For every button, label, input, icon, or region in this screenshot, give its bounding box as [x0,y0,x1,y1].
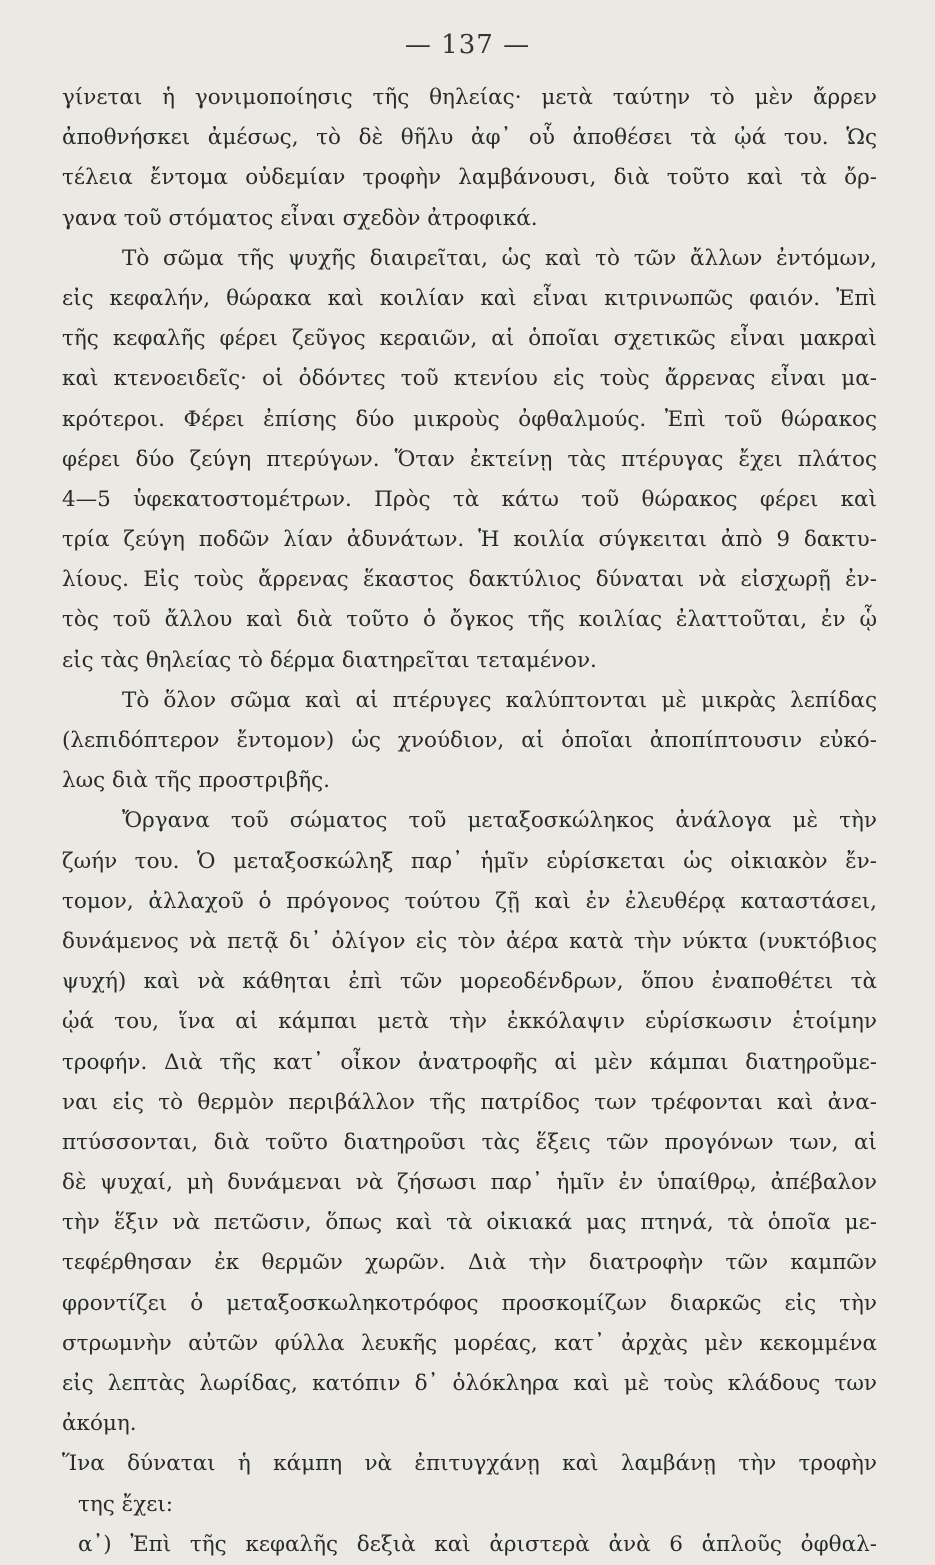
text-line: κρότεροι. Φέρει ἐπίσης δύο μικροὺς ὀφθαλμούς. Ἐπὶ τοῦ θώρακος [62,406,877,432]
text-line: ψυχή) καὶ νὰ κάθηται ἐπὶ τῶν μορεοδένδρων, ὅπου ἐναποθέτει τὰ [62,969,877,995]
text-line: ᾠά του, ἵνα αἱ κάμπαι μετὰ τὴν ἐκκόλαψιν εὑρίσκωσιν ἑτοίμην [62,1009,877,1035]
text-line: ἀκόμη. [62,1411,137,1437]
text-line: ναι εἰς τὸ θερμὸν περιβάλλον τῆς πατρίδος των τρέφονται καὶ ἀνα- [62,1089,877,1115]
text-line: δὲ ψυχαί, μὴ δυνάμεναι νὰ ζήσωσι παρ᾽ ἡμῖν ἐν ὑπαίθρῳ, ἀπέβαλον [62,1170,877,1196]
text-line: φέρει δύο ζεύγη πτερύγων. Ὅταν ἐκτείνῃ τὰς πτέρυγας ἔχει πλάτος [62,446,877,472]
text-line: γίνεται ἡ γονιμοποίησις τῆς θηλείας· μετὰ ταύτην τὸ μὲν ἄρρεν [62,85,877,110]
body-text [62,78,877,1565]
text-line: καὶ κτενοειδεῖς· οἱ ὀδόντες τοῦ κτενίου εἰς τοὺς ἄρρενας εἶναι μα- [62,366,877,392]
text-line: εἰς λεπτὰς λωρίδας, κατόπιν δ᾽ ὁλόκληρα καὶ μὲ τοὺς κλάδους των [62,1371,877,1396]
text-line: τεφέρθησαν ἐκ θερμῶν χωρῶν. Διὰ τὴν διατροφὴν τῶν καμπῶν [62,1250,877,1276]
text-line: της ἔχει: [78,1491,174,1517]
page-number: — 137 — [404,30,531,60]
text-line: Ἵνα δύναται ἡ κάμπη νὰ ἐπιτυγχάνῃ καὶ λαμβάνῃ τὴν τροφὴν [62,1451,877,1477]
text-line: εἰς κεφαλήν, θώρακα καὶ κοιλίαν καὶ εἶναι κιτρινωπῶς φαιόν. Ἐπὶ [62,285,877,311]
text-line: τομον, ἀλλαχοῦ ὁ πρόγονος τούτου ζῇ καὶ ἐν ἐλευθέρᾳ καταστάσει, [62,888,877,914]
text-line: τῆς κεφαλῆς φέρει ζεῦγος κεραιῶν, αἱ ὁποῖαι σχετικῶς εἶναι μακραὶ [62,326,877,352]
text-line: πτύσσονται, διὰ τοῦτο διατηροῦσι τὰς ἕξεις τῶν προγόνων των, αἱ [62,1129,877,1155]
text-line: φροντίζει ὁ μεταξοσκωληκοτρόφος προσκομίζων διαρκῶς εἰς τὴν [62,1290,877,1316]
text-line: τὴν ἕξιν νὰ πετῶσιν, ὅπως καὶ τὰ οἰκιακά μας πτηνά, τὰ ὁποῖα με- [62,1210,877,1236]
text-line: τέλεια ἔντομα οὐδεμίαν τροφὴν λαμβάνουσι, διὰ τοῦτο καὶ τὰ ὄρ- [62,165,877,191]
text-line: ζωήν του. Ὁ μεταξοσκώληξ παρ᾽ ἡμῖν εὑρίσκεται ὡς οἰκιακὸν ἔν- [62,848,877,874]
text-line: Τὸ ὅλον σῶμα καὶ αἱ πτέρυγες καλύπτονται μὲ μικρὰς λεπίδας [122,687,877,713]
text-line: τροφήν. Διὰ τῆς κατ᾽ οἶκον ἀνατροφῆς αἱ μὲν κάμπαι διατηροῦμε- [62,1049,877,1075]
text-line: δυνάμενος νὰ πετᾷ δι᾽ ὀλίγον εἰς τὸν ἀέρα κατὰ τὴν νύκτα (νυκτόβιος [62,928,877,954]
text-line: (λεπιδόπτερον ἔντομον) ὡς χνούδιον, αἱ ὁποῖαι ἀποπίπτουσιν εὐκό- [62,728,877,753]
text-line: ἀποθνήσκει ἀμέσως, τὸ δὲ θῆλυ ἀφ᾽ οὗ ἀποθέσει τὰ ᾠά του. Ὡς [62,125,877,151]
text-line: στρωμνὴν αὐτῶν φύλλα λευκῆς μορέας, κατ᾽ ἀρχὰς μὲν κεκομμένα [62,1330,877,1356]
text-line: τρία ζεύγη ποδῶν λίαν ἀδυνάτων. Ἡ κοιλία σύγκειται ἀπὸ 9 δακτυ- [62,527,877,553]
text-line: λως διὰ τῆς προστριβῆς. [62,768,330,794]
text-line: λίους. Εἰς τοὺς ἄρρενας ἕκαστος δακτύλιος δύναται νὰ εἰσχωρῇ ἐν- [62,567,877,593]
text-line: Τὸ σῶμα τῆς ψυχῆς διαιρεῖται, ὡς καὶ τὸ τῶν ἄλλων ἐντόμων, [122,245,877,271]
text-line: γανα τοῦ στόματος εἶναι σχεδὸν ἀτροφικά. [62,205,538,231]
text-line: α᾽) Ἐπὶ τῆς κεφαλῆς δεξιὰ καὶ ἀριστερὰ ἀνὰ 6 ἁπλοῦς ὀφθαλ- [78,1531,877,1557]
text-line: τὸς τοῦ ἄλλου καὶ διὰ τοῦτο ὁ ὄγκος τῆς κοιλίας ἐλαττοῦται, ἐν ᾧ [62,607,877,633]
text-line: εἰς τὰς θηλείας τὸ δέρμα διατηρεῖται τεταμένον. [62,647,597,673]
text-line: 4—5 ὑφεκατοστομέτρων. Πρὸς τὰ κάτω τοῦ θώρακος φέρει καὶ [62,486,877,512]
text-line: Ὄργανα τοῦ σώματος τοῦ μεταξοσκώληκος ἀνάλογα μὲ τὴν [122,808,877,834]
